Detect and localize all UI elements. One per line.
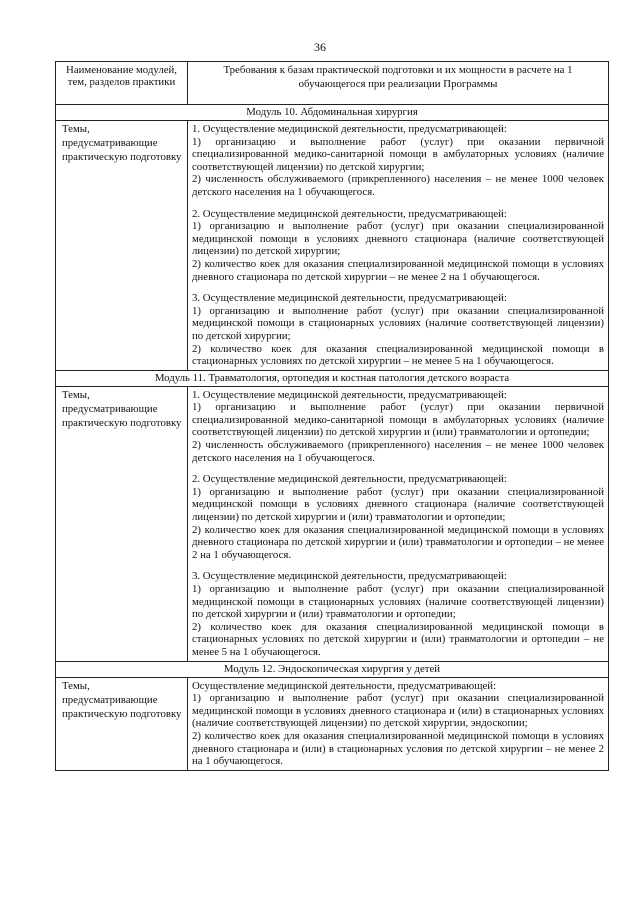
module-title-row xyxy=(56,370,609,386)
header-requirements-column: Требования к базам практической подготовки и их мощности в расчете на 1 обучающегося при реализации Программы xyxy=(188,62,609,105)
requirements-cell xyxy=(188,386,609,661)
requirement-item: 2) количество коек для оказания специализированной медицинской помощи в условиях дневного стационара по детской хирургии и (или) травматологии и ортопедии – не менее 2 на 1 обучающегося. xyxy=(192,523,604,561)
requirement-item: 1) организацию и выполнение работ (услуг) при оказании специализированной медицинской помощи в стационарных условиях (наличие соответствующей лицензии) по детской хирургии; xyxy=(192,304,604,342)
module-title-row xyxy=(56,661,609,677)
module-title: Модуль 11. Травматология, ортопедия и костная патология детского возраста xyxy=(56,370,609,386)
module-title: Модуль 12. Эндоскопическая хирургия у детей xyxy=(56,661,609,677)
requirement-block xyxy=(192,292,604,368)
requirement-heading: 3. Осуществление медицинской деятельности, предусматривающей: xyxy=(192,292,507,305)
topic-label: Темы, предусматривающие практическую подготовку xyxy=(56,386,188,661)
requirement-block xyxy=(192,123,604,199)
module-content-row xyxy=(56,121,609,371)
module-title-row xyxy=(56,105,609,121)
requirement-block xyxy=(192,473,604,561)
requirement-heading: 1. Осуществление медицинской деятельности, предусматривающей: xyxy=(192,388,507,401)
requirement-item: 1) организацию и выполнение работ (услуг) при оказании специализированной медицинской помощи в условиях дневного стационара (наличие соответствующей лицензии) по детской хирургии и (или) травматологии и ортопедии; xyxy=(192,485,604,524)
requirements-cell xyxy=(188,677,609,770)
requirement-heading: 2. Осуществление медицинской деятельности, предусматривающей: xyxy=(192,207,507,220)
requirements-table xyxy=(55,61,609,771)
requirement-block xyxy=(192,389,604,465)
table-header-row xyxy=(56,62,609,105)
module-content-row xyxy=(56,386,609,661)
requirement-block xyxy=(192,570,604,658)
requirement-block xyxy=(192,208,604,284)
topic-label: Темы, предусматривающие практическую подготовку xyxy=(56,677,188,770)
page-number: 36 xyxy=(314,40,326,54)
requirement-item: 2) численность обслуживаемого (прикрепленного) населения – не менее 1000 человек детского населения на 1 обучающегося. xyxy=(192,439,604,464)
module-title: Модуль 10. Абдоминальная хирургия xyxy=(56,105,609,121)
requirement-item: 2) численность обслуживаемого (прикрепленного) населения – не менее 1000 человек детского населения на 1 обучающегося. xyxy=(192,173,604,198)
requirement-heading: 1. Осуществление медицинской деятельности, предусматривающей: xyxy=(192,123,507,135)
topic-label: Темы, предусматривающие практическую подготовку xyxy=(56,121,188,371)
requirement-item: 1) организацию и выполнение работ (услуг) при оказании специализированной медицинской помощи в условиях дневного стационара и (или) в стационарных условиях (наличие соответствующей лицензии) по детской хирургии, эндоскопии; xyxy=(192,692,604,730)
requirement-item: 2) количество коек для оказания специализированной медицинской помощи в условиях дневного стационара и (или) в стационарных условия по детской хирургии – не менее 2 на 1 обучающегося. xyxy=(192,729,604,768)
requirements-cell xyxy=(188,121,609,371)
requirement-heading: 2. Осуществление медицинской деятельности, предусматривающей: xyxy=(192,473,507,486)
requirement-block xyxy=(192,680,604,768)
module-content-row xyxy=(56,677,609,770)
requirement-item: 2) количество коек для оказания специализированной медицинской помощи в условиях дневного стационара по детской хирургии – не менее 2 на 1 обучающегося. xyxy=(192,257,604,283)
header-modules-column: Наименование модулей, тем, разделов практики xyxy=(56,62,188,105)
requirement-heading: Осуществление медицинской деятельности, предусматривающей: xyxy=(192,679,497,692)
requirement-heading: 3. Осуществление медицинской деятельности, предусматривающей: xyxy=(192,570,507,583)
requirement-item: 1) организацию и выполнение работ (услуг) при оказании первичной специализированной медико-санитарной помощи в амбулаторных условиях (наличие соответствующей лицензии) по детской хирургии; xyxy=(192,135,604,173)
requirement-item: 1) организацию и выполнение работ (услуг) при оказании специализированной медицинской помощи в условиях дневного стационара (наличие соответствующей лицензии) по детской хирургии; xyxy=(192,220,604,258)
requirement-item: 1) организацию и выполнение работ (услуг) при оказании первичной специализированной медико-санитарной помощи в амбулаторных условиях (наличие соответствующей лицензии) по детской хирургии и (или) травматологии и ортопедии; xyxy=(192,401,604,439)
requirement-item: 2) количество коек для оказания специализированной медицинской помощи в стационарных условиях по детской хирургии и (или) травматологии и ортопедии – не менее 5 на 1 обучающегося. xyxy=(192,620,604,658)
requirement-item: 1) организацию и выполнение работ (услуг) при оказании специализированной медицинской помощи в стационарных условиях (наличие соответствующей лицензии) по детской хирургии и (или) травматологии и ортопедии; xyxy=(192,583,604,621)
requirement-item: 2) количество коек для оказания специализированной медицинской помощи в стационарных условиях по детской хирургии – не менее 5 на 1 обучающегося. xyxy=(192,342,604,368)
